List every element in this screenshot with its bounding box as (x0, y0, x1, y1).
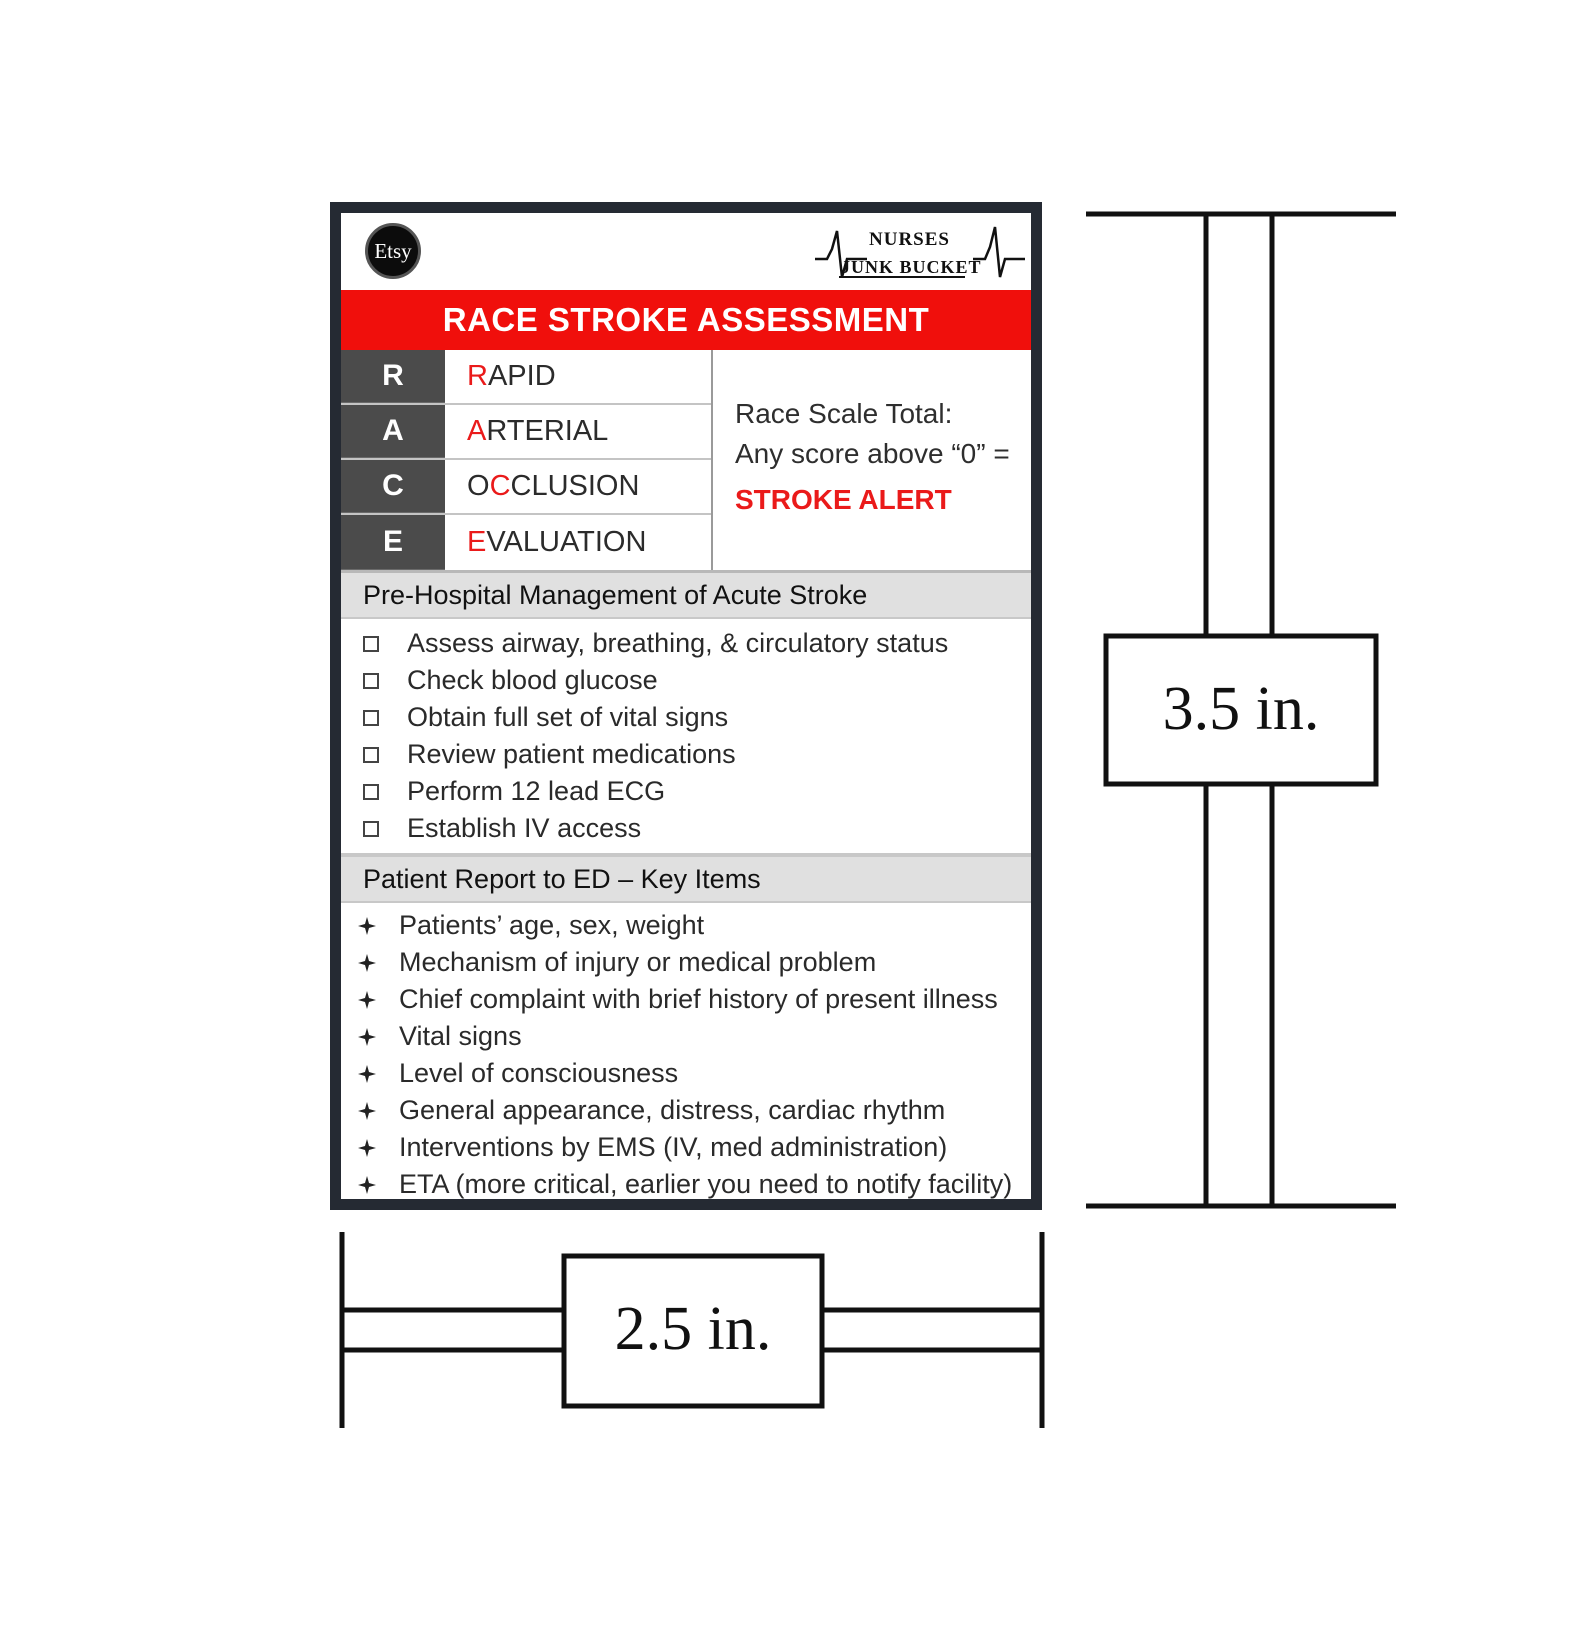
race-word-rest: VALUATION (486, 526, 647, 558)
report-header: Patient Report to ED – Key Items (341, 857, 1031, 903)
card-title: RACE STROKE ASSESSMENT (341, 290, 1031, 350)
race-word-initial: E (467, 526, 487, 558)
report-item-label: General appearance, distress, cardiac rhythm (399, 1095, 946, 1125)
checklist-item-label: Assess airway, breathing, & circulatory status (407, 628, 949, 658)
brand-name-line1: NURSES (869, 229, 950, 250)
report-item-label: Interventions by EMS (IV, med administration) (399, 1132, 948, 1162)
race-score-rule: Any score above “0” = (735, 438, 1010, 469)
race-letter: C (341, 460, 445, 513)
race-word-rest: APID (487, 360, 556, 392)
race-letter: E (341, 515, 445, 570)
race-letter: R (341, 350, 445, 403)
checklist-item-label: Perform 12 lead ECG (407, 776, 666, 806)
checklist-item-label: Check blood glucose (407, 665, 658, 695)
report-item-label: ETA (more critical, earlier you need to notify facility) (399, 1169, 1013, 1199)
stroke-alert: STROKE ALERT (735, 484, 952, 515)
report-item-label: Mechanism of injury or medical problem (399, 947, 877, 977)
race-word-initial: C (489, 470, 511, 502)
race-word-initial: A (467, 415, 487, 447)
width-label: 2.5 in. (614, 1295, 772, 1363)
checklist-item-label: Obtain full set of vital signs (407, 702, 729, 732)
prehospital-header: Pre-Hospital Management of Acute Stroke (341, 573, 1031, 619)
height-label: 3.5 in. (1162, 675, 1320, 743)
report-item-label: Vital signs (399, 1021, 522, 1051)
etsy-badge: Etsy (365, 223, 421, 279)
checklist-item-label: Establish IV access (407, 813, 642, 843)
race-word-rest: CLUSION (510, 470, 640, 502)
race-letter: A (341, 405, 445, 458)
race-word-prefix: O (467, 470, 490, 502)
report-item-label: Level of consciousness (399, 1058, 679, 1088)
report-item-label: Patients’ age, sex, weight (399, 910, 705, 940)
race-word-initial: R (467, 360, 488, 392)
race-scale-total: Race Scale Total: (735, 398, 953, 429)
checklist-item-label: Review patient medications (407, 739, 736, 769)
brand-name-line2: JUNK BUCKET (841, 257, 982, 277)
report-item-label: Chief complaint with brief history of present illness (399, 984, 998, 1014)
race-word-rest: RTERIAL (486, 415, 609, 447)
